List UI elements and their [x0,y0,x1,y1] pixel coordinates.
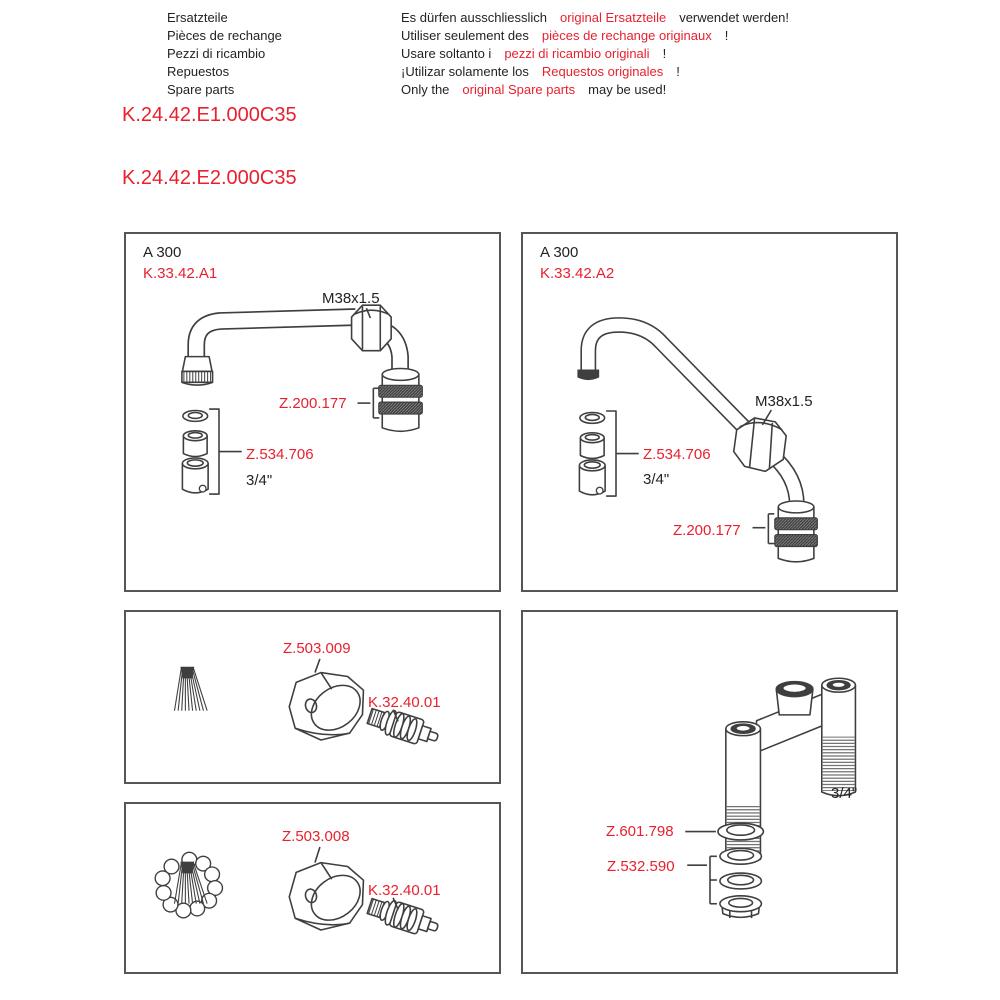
notice-line [401,9,789,27]
notice-post: ! [724,28,729,43]
connector-part-label: Z.200.177 [673,522,741,539]
notice-line [401,63,789,81]
notice-highlight: pezzi di ricambio originali [504,46,650,61]
notice-line [401,27,789,45]
nut-set-part-label: Z.532.590 [607,858,675,875]
knob-part-label: Z.503.008 [282,828,350,845]
fitting-part-label: Z.534.706 [246,446,314,463]
notice-post: ! [662,46,667,61]
part-number-label: K.33.42.A1 [143,265,218,282]
thread-size-label: M38x1.5 [322,290,380,307]
panel-spout-a2 [521,232,898,592]
cartridge-part-label: K.32.40.01 [368,882,441,899]
original-parts-notice [401,9,789,99]
notice-pre: Utiliser seulement des [401,28,529,43]
notice-pre: Usare soltanto i [401,46,492,61]
panel-handle-bottom [124,802,501,974]
washer-part-label: Z.601.798 [606,823,674,840]
pipe-size-label: 3/4" [831,785,858,802]
fitting-size-label: 3/4" [246,472,273,489]
notice-pre: Es dürfen ausschliesslich [401,10,547,25]
notice-post: verwendet werden! [679,10,790,25]
language-label: Pièces de rechange [167,28,282,43]
language-column [167,9,282,99]
language-label: Ersatzteile [167,10,228,25]
notice-pre: Only the [401,82,450,97]
notice-post: may be used! [588,82,667,97]
part-number-label: K.33.42.A2 [540,265,615,282]
panel-handle-top [124,610,501,784]
handle-top-drawing [126,612,499,782]
product-number-e2: K.24.42.E2.000C35 [122,167,297,189]
cartridge-part-label: K.32.40.01 [368,694,441,711]
notice-highlight: pièces de rechange originaux [541,28,712,43]
product-number-e1: K.24.42.E1.000C35 [122,104,297,126]
language-label: Spare parts [167,82,235,97]
notice-post: ! [676,64,680,79]
knob-part-label: Z.503.009 [283,640,351,657]
language-label: Pezzi di ricambio [167,46,266,61]
notice-line [401,45,789,63]
notice-highlight: Requestos originales [541,64,664,79]
series-label: A 300 [540,244,579,261]
thread-size-label: M38x1.5 [755,393,813,410]
connector-part-label: Z.200.177 [279,395,347,412]
fitting-size-label: 3/4" [643,471,670,488]
notice-pre: ¡Utilizar solamente los [401,64,529,79]
panel-bridge [521,610,898,974]
notice-line [401,81,789,99]
language-label: Repuestos [167,64,230,79]
fitting-part-label: Z.534.706 [643,446,711,463]
notice-highlight: original Ersatzteile [559,10,667,25]
panel-spout-a1 [124,232,501,592]
notice-highlight: original Spare parts [462,82,576,97]
series-label: A 300 [143,244,182,261]
